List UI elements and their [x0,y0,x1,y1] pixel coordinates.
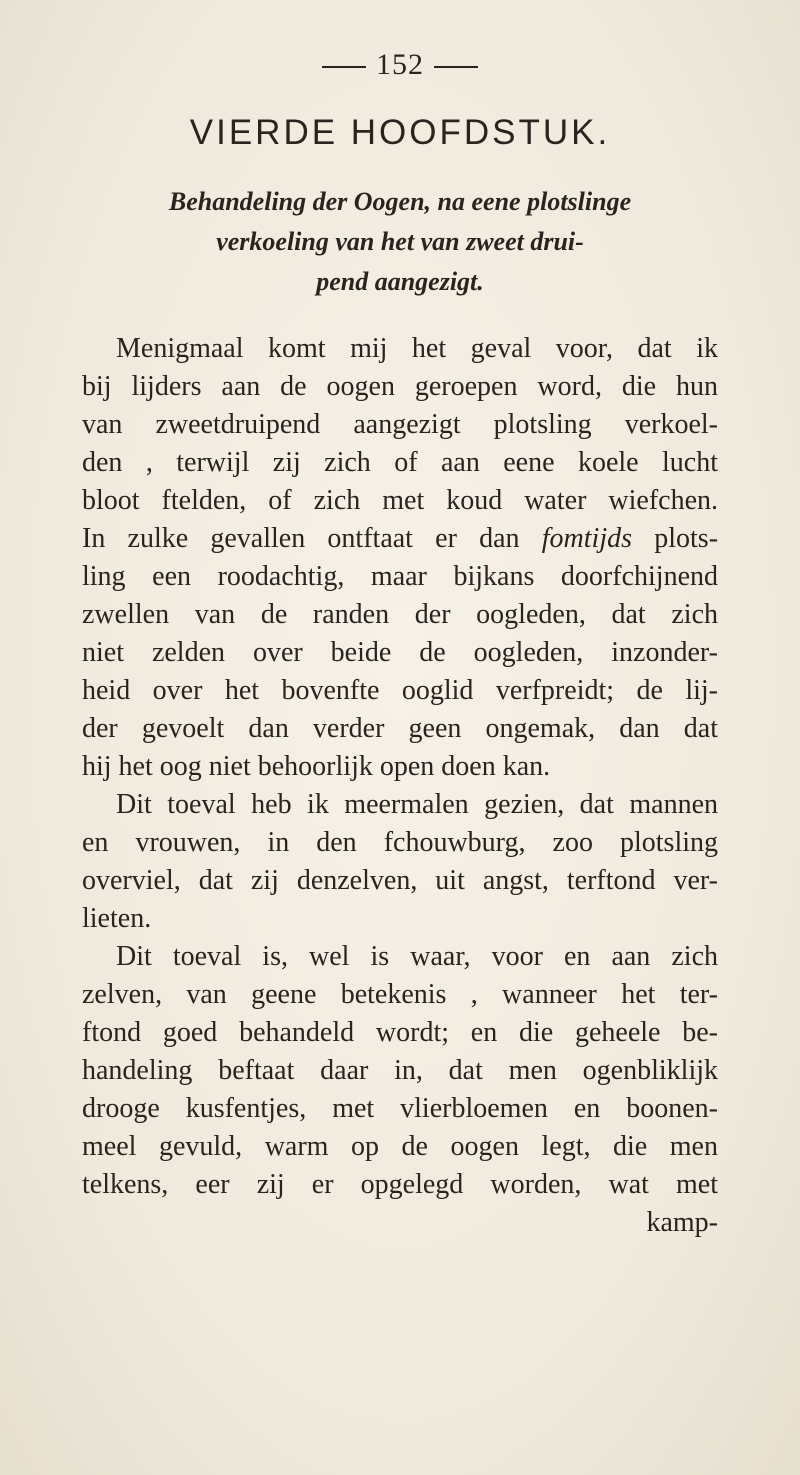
body-text [82,330,718,1242]
header-rule-left [322,66,366,68]
subtitle-line: pend aangezigt. [316,267,484,296]
text-segment: In zulke gevallen ontftaat er dan [82,523,520,554]
text-line: bij lijders aan de oogen geroepen word, die hun [82,371,718,402]
text-line: zelven, van geene betekenis , wanneer het ter- [82,979,718,1010]
italic-word: fomtijds [541,523,633,554]
text-line: Menigmaal komt mij het geval voor, dat ik [116,333,718,364]
text-line: der gevoelt dan verder geen ongemak, dan dat [82,713,718,744]
text-line: zwellen van de randen der oogleden, dat zich [82,599,718,630]
text-line: ling een roodachtig, maar bijkans doorfchijnend [82,561,718,592]
header-rule-right [434,66,478,68]
text-line: bloot ftelden, of zich met koud water wiefchen. [82,485,718,516]
subtitle-line: verkoeling van het van zweet drui- [216,227,584,256]
text-line: overviel, dat zij denzelven, uit angst, terftond ver- [82,865,718,896]
text-line: lieten. [82,903,152,934]
text-line: telkens, eer zij er opgelegd worden, wat met [82,1169,718,1200]
text-line: van zweetdruipend aangezigt plotsling verkoel- [82,409,718,440]
text-line: niet zelden over beide de oogleden, inzonder- [82,637,718,668]
text-line: meel gevuld, warm op de oogen legt, die men [82,1131,718,1162]
text-line: Dit toeval is, wel is waar, voor en aan zich [116,941,718,972]
catchword: kamp- [646,1207,718,1238]
text-line: handeling beftaat daar in, dat men ogenbliklijk [82,1055,718,1086]
text-line: den , terwijl zij zich of aan eene koele lucht [82,447,718,478]
text-line: Dit toeval heb ik meermalen gezien, dat mannen [116,789,718,820]
text-line: ftond goed behandeld wordt; en die geheele be- [82,1017,718,1048]
section-subtitle [100,182,700,302]
text-line: heid over het bovenfte ooglid verfpreidt; de lij- [82,675,718,706]
chapter-title: VIERDE HOOFDSTUK. [189,113,611,152]
text-line-with-italic [82,520,718,558]
text-line: drooge kusfentjes, met vlierbloemen en boonen- [82,1093,718,1124]
text-segment: plots- [654,523,719,554]
page-number: 152 [376,48,424,81]
subtitle-line: Behandeling der Oogen, na eene plotslinge [168,187,632,216]
page-header [0,48,800,82]
text-line: hij het oog niet behoorlijk open doen kan. [82,751,551,782]
text-line: en vrouwen, in den fchouwburg, zoo plotsling [82,827,718,858]
